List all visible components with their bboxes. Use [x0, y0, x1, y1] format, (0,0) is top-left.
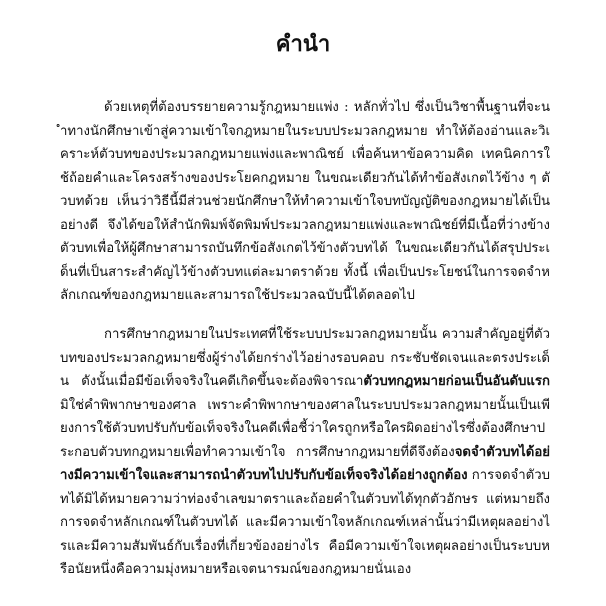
page-title: คำนำ — [275, 31, 331, 57]
bold-emphasis-understand-apply: จดจำตัวบทได้อย่างมีความเข้าใจและสามารถนำตัวบทไปปรับกับข้อเท็จจริงได้อย่างถูกต้อง — [60, 444, 550, 483]
paragraph-intro: ด้วยเหตุที่ต้องบรรยายความรู้กฎหมายแพ่ง : หลักทั่วไป ซึ่งเป็นวิชาพื้นฐานที่จะนำทางนักศึกษาเข้าสู่ความเข้าใจกฎหมายในระบบประมวลกฎหมาย ทำให้ต้องอ่านและวิเคราะห์ตัวบทของประมวลกฎหมายแพ่งและพาณิชย์ เพื่อค้นหาข้อความคิด เทคนิคการใช้ถ้อยคำและโครงสร้างของประโยคกฎหมาย ในขณะเดียวกันได้ทำข้อสังเกตไว้ข้าง ๆ ตัวบทด้วย เห็นว่าวิธีนี้มีส่วนช่วยนักศึกษาให้ทำความเข้าใจบทบัญญัติของกฎหมายได้เป็นอย่างดี จึงได้ขอให้สำนักพิมพ์จัดพิมพ์ประมวลกฎหมายแพ่งและพาณิชย์ที่มีเนื้อที่ว่างข้างตัวบทเพื่อให้ผู้ศึกษาสามารถบันทึกข้อสังเกตไว้ข้างตัวบทได้ ในขณะเดียวกันได้สรุปประเด็นที่เป็นสาระสำคัญไว้ข้างตัวบทแต่ละมาตราด้วย ทั้งนี้ เพื่อเป็นประโยชน์ในการจดจำหลักเกณฑ์ของกฎหมายและสามารถใช้ประมวลฉบับนี้ได้ตลอดไป — [60, 100, 550, 303]
paragraph-study-method — [60, 323, 550, 582]
paragraph-text-segment: มิใช่คำพิพากษาของศาล เพราะคำพิพากษาของศาลในระบบประมวลกฎหมายนั้นเป็นเพียงการใช้ตัวบทปรับกับข้อเท็จจริงในคดีเพื่อชี้ว่าใครถูกหรือใครผิดอย่างไรซึ่งต้องศึกษาประกอบตัวบทกฎหมายเพื่อทำความเข้าใจ การศึกษากฎหมายที่ดีจึงต้อง — [60, 397, 550, 460]
bold-emphasis-statute-first: ตัวบทกฎหมายก่อนเป็นอันดับแรก — [363, 374, 550, 389]
paragraph-text-segment: การศึกษากฎหมายในประเทศที่ใช้ระบบประมวลกฎหมายนั้น ความสำคัญอยู่ที่ตัวบทของประมวลกฎหมายซึ่งผู้ร่างได้ยกร่างไว้อย่างรอบคอบ กระชับชัดเจนและตรงประเด็น ดังนั้นเมื่อมีข้อเท็จจริงในคดีเกิดขึ้นจะต้องพิจารณา — [60, 327, 550, 389]
paragraph-text-segment: การจดจำตัวบทได้มิได้หมายความว่าท่องจำเลขมาตราและถ้อยคำในตัวบทได้ทุกตัวอักษร แต่หมายถึงการจดจำหลักเกณฑ์ในตัวบทได้ และมีความเข้าใจหลักเกณฑ์เหล่านั้นว่ามีเหตุผลอย่างไรและมีความสัมพันธ์กับเรื่องที่เกี่ยวข้องอย่างไร คือมีความเข้าใจเหตุผลอย่างเป็นระบบหรือนัยหนึ่งคือความมุ่งหมายหรือเจตนารมณ์ของกฎหมายนั่นเอง — [60, 468, 551, 577]
